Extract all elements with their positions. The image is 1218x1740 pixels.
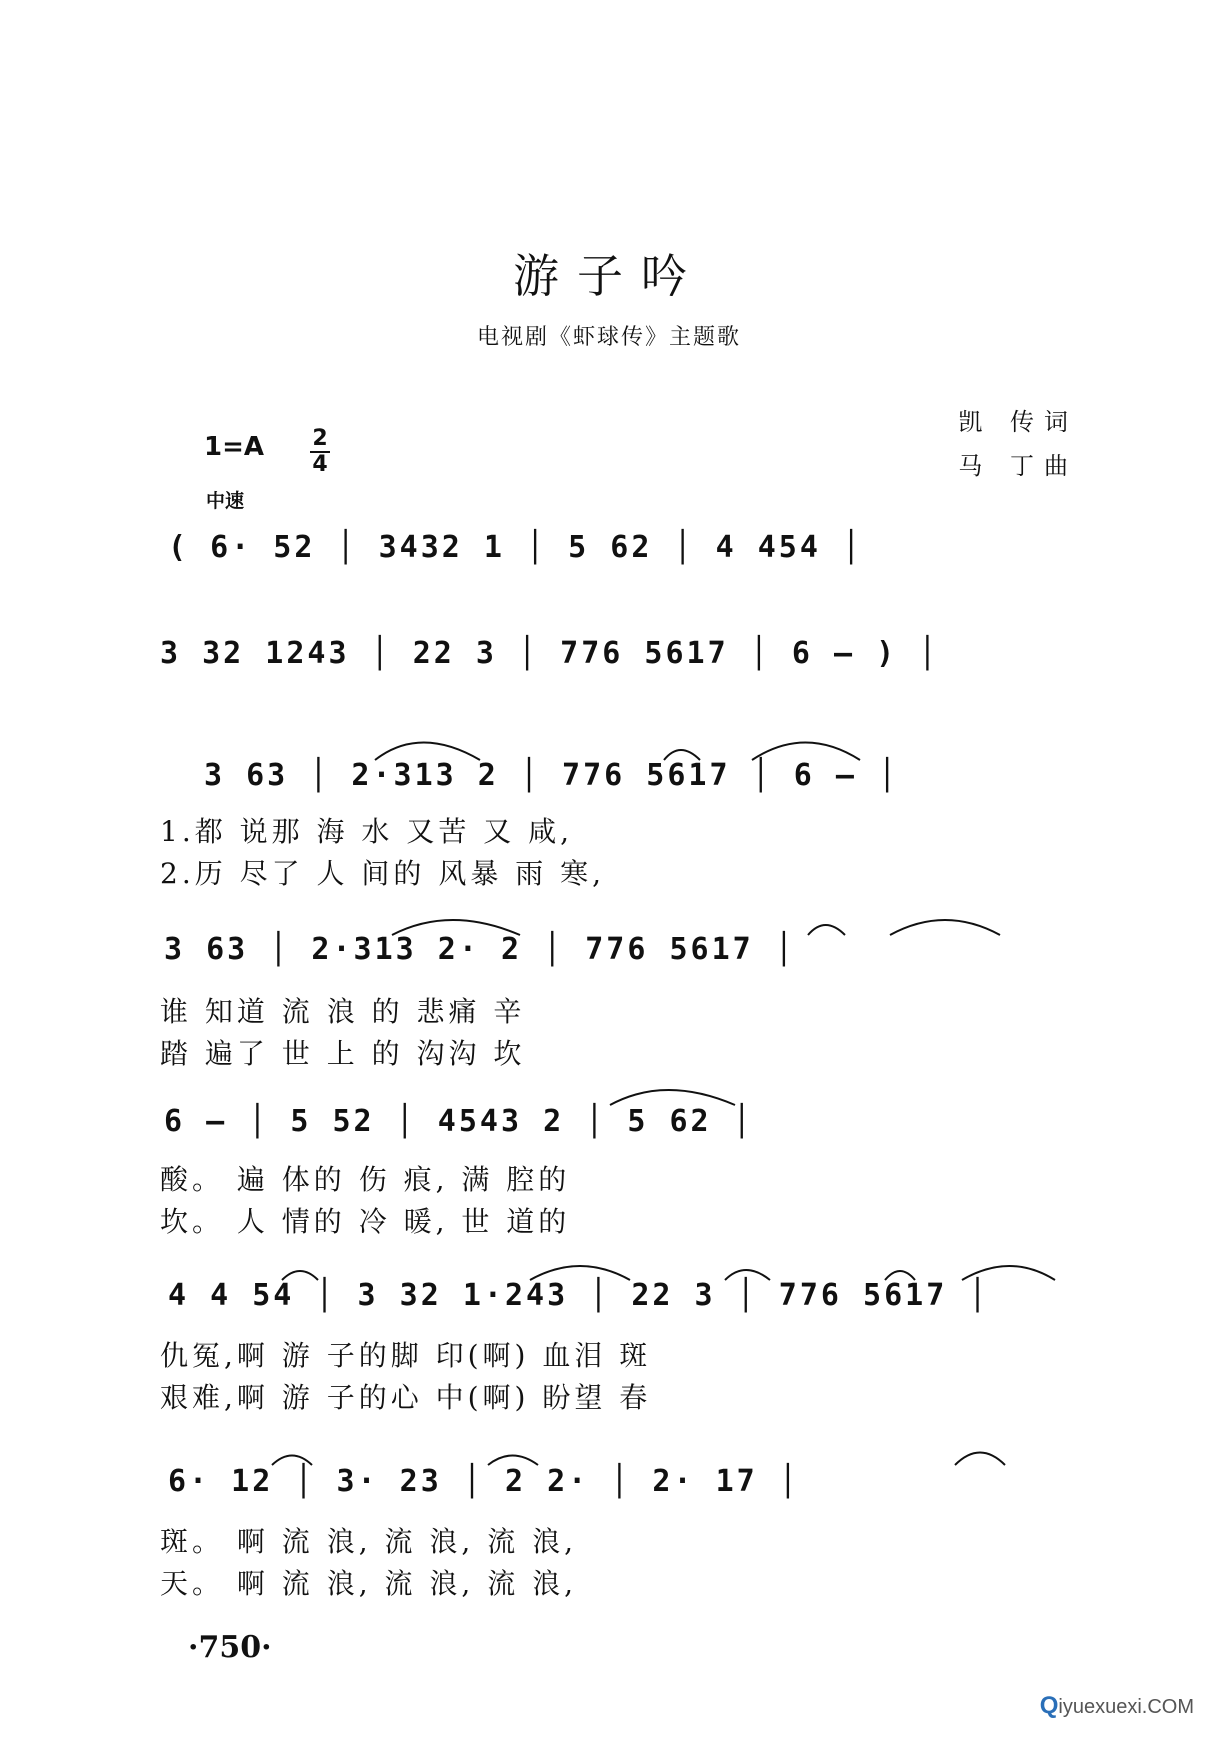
system-4-lyric-verse-2: 踏 遍了 世 上 的 沟沟 坎	[160, 1037, 526, 1070]
system-6-lyric-verse-1: 仇冤,啊 游 子的脚 印(啊) 血泪 斑	[160, 1339, 652, 1372]
system-6-notes: 4 4 54 │ 3 32 1·243 │ 22 3 │ 776 5617 │	[168, 1278, 990, 1313]
system-7-lyric-verse-1: 斑。 啊 流 浪, 流 浪, 流 浪,	[160, 1525, 578, 1558]
song-subtitle: 电视剧《虾球传》主题歌	[476, 325, 741, 350]
page-number: ·750·	[188, 1630, 272, 1665]
system-3-lyric-verse-2: 2.历 尽了 人 间的 风暴 雨 寒,	[160, 857, 606, 890]
lyricist-credit: 凯 传词	[958, 408, 1078, 436]
key-signature: 1=A	[204, 432, 264, 462]
watermark-text: iyuexuexi.COM	[1058, 1696, 1194, 1718]
system-1-notes: ( 6· 52 │ 3432 1 │ 5 62 │ 4 454 │	[168, 530, 864, 565]
system-5-notes: 6 – │ 5 52 │ 4543 2 │ 5 62 │	[164, 1104, 754, 1139]
system-7-notes: 6· 12 │ 3· 23 │ 2 2· │ 2· 17 │	[168, 1464, 800, 1499]
system-7-lyric-verse-2: 天。 啊 流 浪, 流 浪, 流 浪,	[160, 1567, 578, 1600]
system-3-lyric-verse-1: 1.都 说那 海 水 又苦 又 咸,	[160, 815, 574, 848]
system-4-lyric-verse-1: 谁 知道 流 浪 的 悲痛 辛	[160, 995, 526, 1028]
tempo-marking: 中速	[206, 490, 245, 512]
system-5-lyric-verse-1: 酸。 遍 体的 伤 痕, 满 腔的	[160, 1163, 571, 1196]
watermark-q-icon: Q	[1039, 1692, 1059, 1719]
time-signature-top: 2	[312, 426, 328, 451]
site-watermark	[1040, 1692, 1194, 1720]
system-5-lyric-verse-2: 坎。 人 情的 冷 暖, 世 道的	[160, 1205, 571, 1238]
system-4-notes: 3 63 │ 2·313 2· 2 │ 776 5617 │	[164, 932, 796, 967]
system-2-notes: 3 32 1243 │ 22 3 │ 776 5617 │ 6 – ) │	[160, 636, 940, 671]
song-title: 游子吟	[513, 249, 705, 303]
time-signature-bottom: 4	[312, 452, 328, 477]
system-6-lyric-verse-2: 艰难,啊 游 子的心 中(啊) 盼望 春	[160, 1381, 652, 1414]
system-3-notes: 3 63 │ 2·313 2 │ 776 5617 │ 6 – │	[204, 758, 900, 793]
composer-credit: 马 丁曲	[958, 452, 1078, 480]
